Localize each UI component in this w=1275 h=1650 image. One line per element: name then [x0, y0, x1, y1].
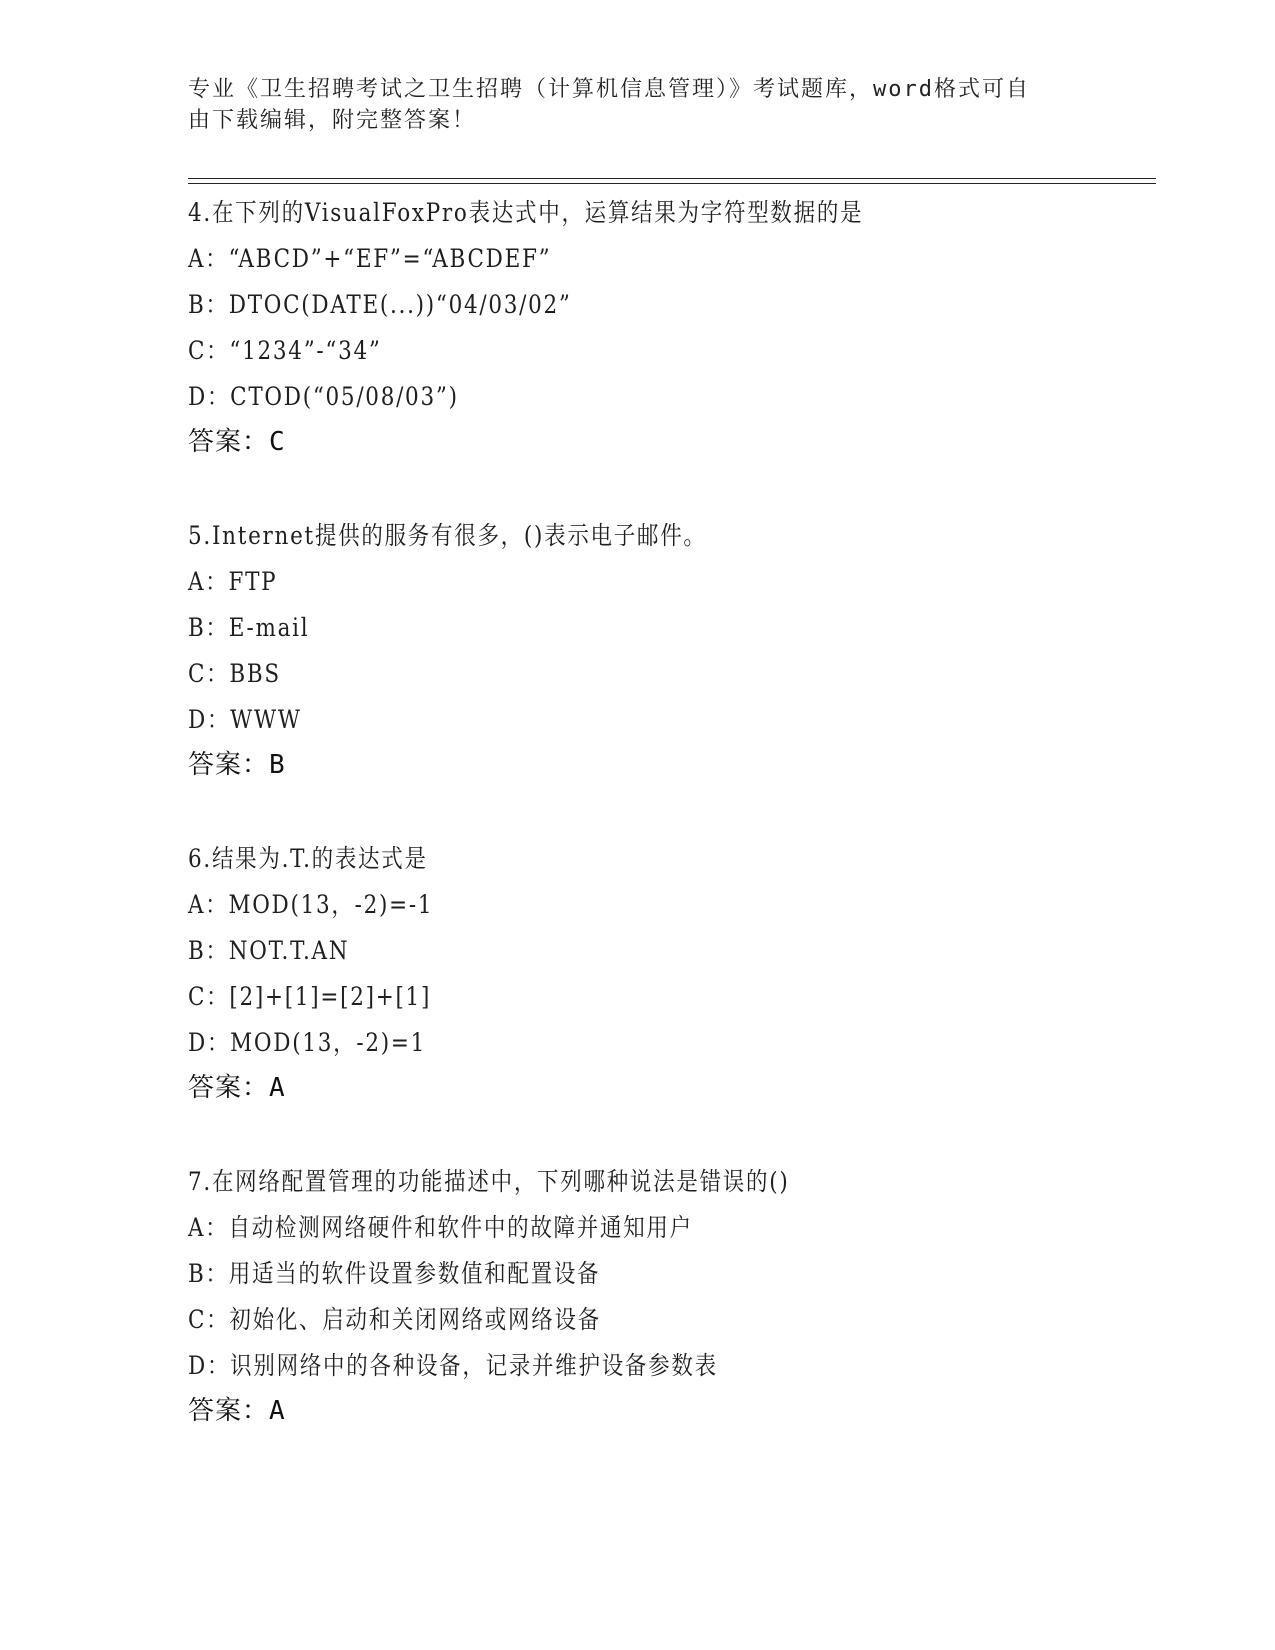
option-b: B：NOT.T.AN	[188, 936, 350, 965]
answer-line: 答案：B	[188, 750, 286, 780]
option-a: A：FTP	[188, 567, 278, 596]
answer-line: 答案：A	[188, 1073, 286, 1103]
option-a: A：自动检测网络硬件和软件中的故障并通知用户	[188, 1213, 693, 1242]
header-divider-bottom	[188, 183, 1156, 184]
option-d: D：识别网络中的各种设备，记录并维护设备参数表	[188, 1351, 718, 1380]
answer-line: 答案：A	[188, 1396, 286, 1426]
header-line-2: 由下载编辑，附完整答案！	[188, 108, 477, 133]
question-stem: 4.在下列的VisualFoxPro表达式中，运算结果为字符型数据的是	[188, 198, 864, 227]
document-header	[188, 74, 1068, 136]
header-divider-top	[188, 178, 1156, 179]
option-b: B：E-mail	[188, 613, 310, 642]
option-c: C：“1234”-“34”	[188, 336, 382, 365]
question-stem: 7.在网络配置管理的功能描述中，下列哪种说法是错误的()	[188, 1167, 790, 1196]
option-b: B：用适当的软件设置参数值和配置设备	[188, 1259, 601, 1288]
option-c: C：[2]+[1]=[2]+[1]	[188, 982, 432, 1011]
header-line-1: 专业《卫生招聘考试之卫生招聘（计算机信息管理）》考试题库，word格式可自	[188, 77, 1030, 102]
question-6	[188, 836, 1188, 1110]
question-5	[188, 513, 1188, 787]
option-d: D：WWW	[188, 705, 302, 734]
question-stem: 6.结果为.T.的表达式是	[188, 844, 428, 873]
question-4	[188, 190, 1188, 464]
answer-line: 答案：C	[188, 427, 286, 457]
question-stem: 5.Internet提供的服务有很多，()表示电子邮件。	[188, 521, 707, 550]
option-c: C：初始化、启动和关闭网络或网络设备	[188, 1305, 601, 1334]
option-d: D：MOD(13，-2)=1	[188, 1028, 426, 1057]
question-7	[188, 1159, 1188, 1433]
option-a: A：MOD(13，-2)=-1	[188, 890, 434, 919]
option-c: C：BBS	[188, 659, 281, 688]
option-a: A：“ABCD”+“EF”=“ABCDEF”	[188, 244, 552, 273]
question-list	[188, 190, 1188, 1482]
option-b: B：DTOC(DATE(...))“04/03/02”	[188, 290, 572, 319]
option-d: D：CTOD(“05/08/03”)	[188, 382, 459, 411]
